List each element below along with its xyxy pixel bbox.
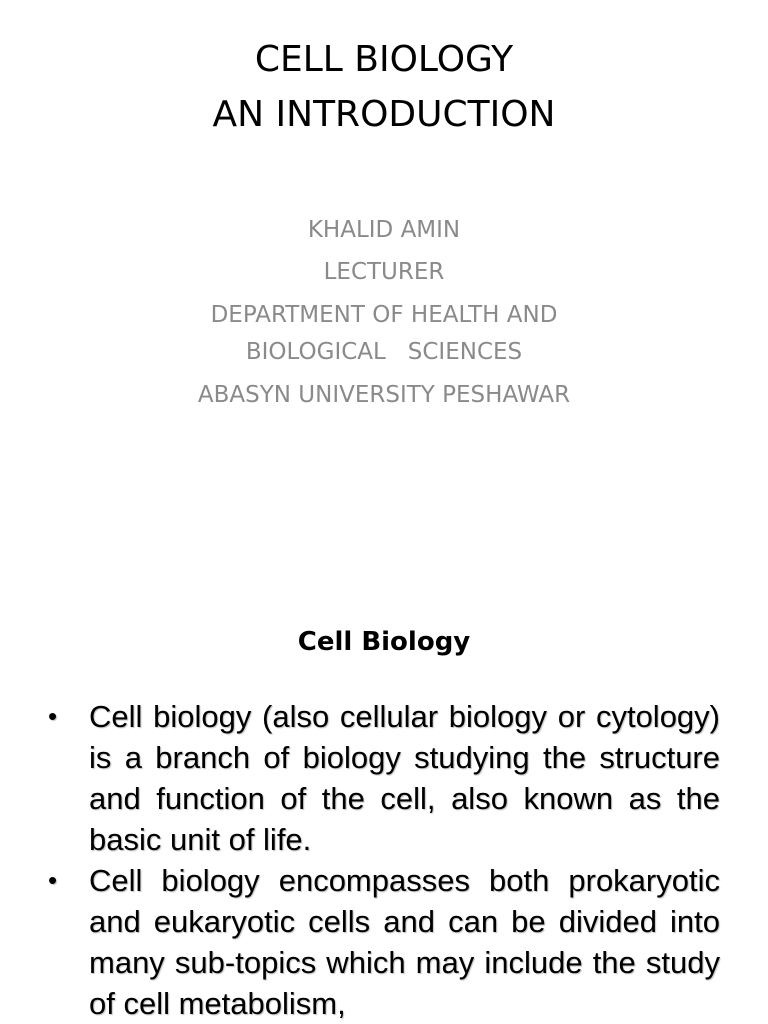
- department-line-1: DEPARTMENT OF HEALTH AND: [210, 302, 558, 328]
- bullet-list: [48, 696, 720, 1024]
- university-name: ABASYN UNIVERSITY PESHAWAR: [197, 382, 571, 408]
- bullet-dot-icon: •: [48, 701, 58, 731]
- bullet-dot-icon: •: [48, 865, 58, 895]
- department-line-2: BIOLOGICAL SCIENCES: [245, 339, 523, 365]
- bullet-text: Cell biology encompasses both prokaryotic and eukaryotic cells and can be divided into many sub-topics which may include the study of cell metabolism,: [89, 863, 720, 1021]
- slide-title-line-1: CELL BIOLOGY: [254, 39, 514, 80]
- bullet-text: Cell biology (also cellular biology or cytology) is a branch of biology studying the structure and function of the cell, also known as the basic unit of life.: [89, 699, 720, 857]
- slide-title-line-2: AN INTRODUCTION: [212, 94, 556, 135]
- bullet-item: [48, 696, 720, 860]
- author-name: KHALID AMIN: [307, 217, 461, 243]
- author-role: LECTURER: [323, 259, 445, 285]
- bullet-item: [48, 860, 720, 1024]
- content-slide-title: Cell Biology: [297, 627, 471, 657]
- content-slide: [0, 576, 768, 1024]
